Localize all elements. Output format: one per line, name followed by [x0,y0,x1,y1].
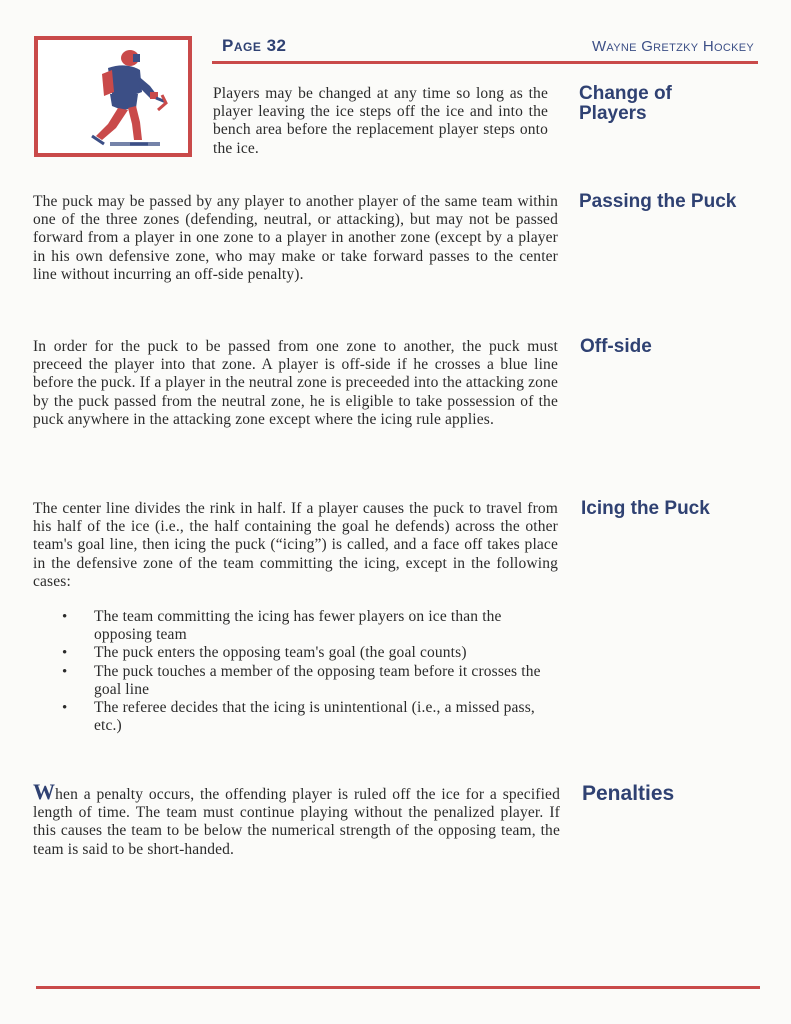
offside-heading: Off-side [580,336,652,357]
penalties-dropcap: W [33,779,56,804]
icing-exceptions-list [62,608,552,735]
header-rule [212,61,758,64]
list-item: • The puck enters the opposing team's goal (the goal counts) [62,644,552,662]
icing-text: The center line divides the rink in half. If a player causes the puck to travel from his half of the ice (i.e., the half containing the goal he defends) across the other team's goal line, then icing the puck (“icing”) is called, and a face off takes place in the defensive zone of the team committing the icing, except in the following cases: [33,500,558,590]
penalties-heading: Penalties [582,782,675,805]
passing-text: The puck may be passed by any player to another player of the same team within one of the three zones (defending, neutral, or attacking), but may not be passed forward from a player in one zone to a player in another zone (except by a player in his own defensive zone, who may make or take forward passes to the center line without incurring an off-side penalty). [33,193,558,283]
change-of-players-heading: Change of Players [579,83,672,124]
penalties-body: hen a penalty occurs, the offending player is ruled off the ice for a specified length of time. The team must continue playing without the penalized player. If this causes the team to be below the numerical strength of the opposing team, the team is said to be short-handed. [33,786,560,858]
logo-box [34,36,192,157]
list-item: • The team committing the icing has fewer players on ice than the opposing team [62,608,552,644]
footer-rule [36,986,760,989]
offside-text: In order for the puck to be passed from one zone to another, the puck must preceed the player into that zone. A player is off-side if he crosses a blue line before the puck. If a player in the neutral zone is preceeded into the attacking zone by the puck passed from the neutral zone, he is eligible to take possession of the puck anywhere in the attacking zone except where the icing rule applies. [33,338,558,428]
hockey-player-icon [38,40,188,153]
list-item: • The puck touches a member of the opposing team before it crosses the goal line [62,663,552,699]
list-item: • The referee decides that the icing is unintentional (i.e., a missed pass, etc.) [62,699,552,735]
page-number: Page 32 [222,36,287,55]
passing-heading: Passing the Puck [579,191,737,212]
penalties-text [33,779,560,859]
icing-heading: Icing the Puck [581,498,710,519]
change-of-players-text: Players may be changed at any time so long as the player leaving the ice steps off the ice and into the bench area before the replacement player steps onto the ice. [213,85,548,157]
running-title: Wayne Gretzky Hockey [591,38,754,55]
